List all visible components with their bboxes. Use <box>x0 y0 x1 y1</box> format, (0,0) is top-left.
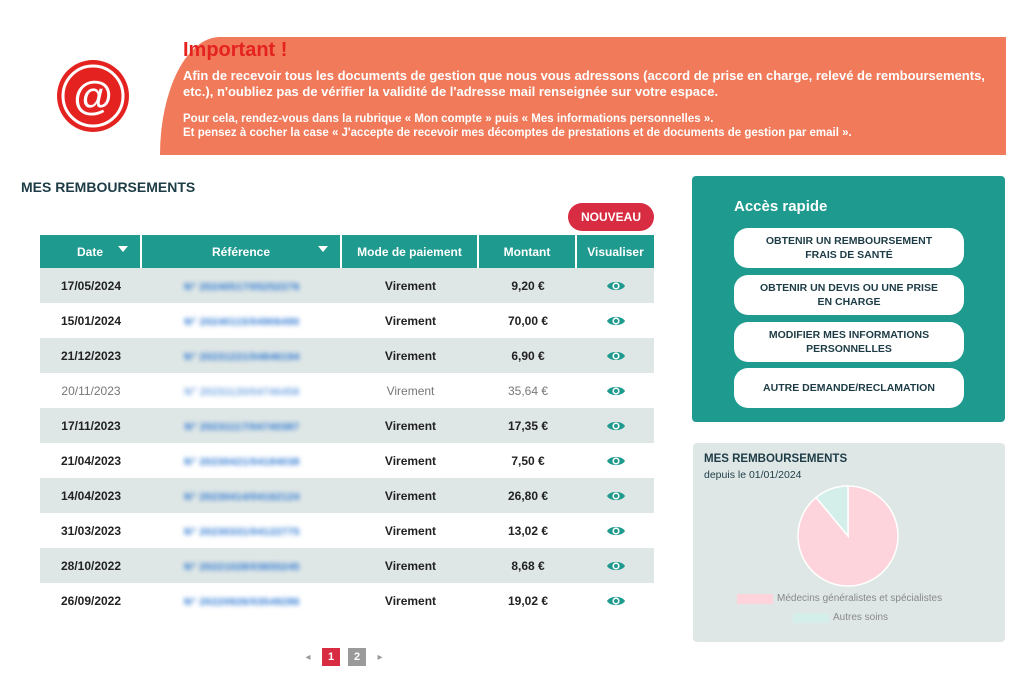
table-row <box>40 548 654 583</box>
table-row <box>40 373 654 408</box>
sort-caret-icon[interactable] <box>118 246 128 252</box>
row-reference <box>142 513 342 548</box>
legend-label: Médecins généralistes et spécialistes <box>777 593 943 604</box>
row-amount: 26,80 € <box>479 478 577 513</box>
row-view <box>577 338 654 373</box>
reference-link[interactable]: N° 20230331/04122775 <box>184 526 300 538</box>
table-row <box>40 408 654 443</box>
row-reference <box>142 548 342 583</box>
header-date[interactable]: Date <box>40 235 142 268</box>
row-view <box>577 583 654 618</box>
header-view: Visualiser <box>577 235 654 268</box>
table-row <box>40 583 654 618</box>
row-view <box>577 513 654 548</box>
row-date: 21/12/2023 <box>40 338 142 373</box>
quick-reimbursement-button[interactable]: OBTENIR UN REMBOURSEMENT FRAIS DE SANTÉ <box>734 228 964 268</box>
pagination <box>302 648 386 666</box>
legend-item-other-care[interactable] <box>793 612 888 623</box>
reimbursements-table <box>40 235 654 618</box>
banner-line-3: Et pensez à cocher la case « J'accepte de recevoir mes décomptes de prestations et de documents de gestion par email ». <box>183 127 852 139</box>
row-date: 26/09/2022 <box>60 593 122 608</box>
reimbursements-pie-chart <box>793 481 903 591</box>
page-1-button[interactable]: 1 <box>322 648 340 666</box>
table-row <box>40 268 654 303</box>
eye-icon[interactable] <box>606 279 626 293</box>
table-row <box>40 303 654 338</box>
reference-link[interactable]: N° 20221028/03655245 <box>184 561 300 573</box>
row-reference <box>142 408 342 443</box>
row-payment-mode: Virement <box>342 338 479 373</box>
row-amount: 8,68 € <box>479 548 577 583</box>
legend-item-doctors[interactable] <box>737 593 942 604</box>
row-date: 31/03/2023 <box>60 523 122 538</box>
row-date: 17/11/2023 <box>40 408 142 443</box>
legend-label: Autres soins <box>833 612 889 623</box>
table-row <box>40 478 654 513</box>
eye-icon[interactable] <box>606 454 626 468</box>
row-payment-mode: Virement <box>386 383 435 398</box>
row-view <box>577 408 654 443</box>
row-date: 15/01/2024 <box>60 313 122 328</box>
row-reference <box>142 583 342 618</box>
eye-icon[interactable] <box>606 489 626 503</box>
quick-access-panel <box>692 176 1005 422</box>
eye-icon[interactable] <box>606 384 626 398</box>
table-header-row <box>40 235 654 268</box>
reference-link[interactable]: N° 20231221/04846194 <box>184 351 300 363</box>
row-amount: 17,35 € <box>479 408 577 443</box>
eye-icon[interactable] <box>606 524 626 538</box>
row-payment-mode: Virement <box>384 593 437 608</box>
banner-text: Afin de recevoir tous les documents de gestion que nous vous adressons (accord de prise en charge, relevé de remboursements, etc.), n'oubliez pas de vérifier la validité de l'adresse mail renseignée sur votre espace. <box>183 68 985 99</box>
row-view <box>577 303 654 338</box>
table-row <box>40 443 654 478</box>
quick-access-title: Accès rapide <box>734 198 828 215</box>
row-view <box>577 443 654 478</box>
row-reference <box>142 478 342 513</box>
row-payment-mode: Virement <box>342 268 479 303</box>
row-payment-mode: Virement <box>384 313 437 328</box>
row-amount: 9,20 € <box>479 268 577 303</box>
row-amount: 70,00 € <box>507 313 549 328</box>
banner-title: Important ! <box>183 39 288 61</box>
eye-icon[interactable] <box>606 594 626 608</box>
row-date: 20/11/2023 <box>61 383 121 398</box>
row-view <box>577 548 654 583</box>
reference-link[interactable]: N° 20231117/04740387 <box>184 421 300 433</box>
row-payment-mode: Virement <box>384 523 437 538</box>
row-reference <box>142 268 342 303</box>
row-reference <box>142 443 342 478</box>
eye-icon[interactable] <box>606 419 626 433</box>
new-button[interactable]: NOUVEAU <box>568 203 654 231</box>
row-reference <box>142 303 342 338</box>
row-payment-mode: Virement <box>342 548 479 583</box>
quick-other-request-button[interactable]: AUTRE DEMANDE/RECLAMATION <box>734 368 964 408</box>
row-amount: 13,02 € <box>507 523 549 538</box>
reimbursements-summary-box <box>693 443 1005 642</box>
quick-modify-info-button[interactable]: MODIFIER MES INFORMATIONS PERSONNELLES <box>734 322 964 362</box>
quick-quote-button[interactable]: OBTENIR UN DEVIS OU UNE PRISE EN CHARGE <box>734 275 964 315</box>
prev-page-icon[interactable]: ◂ <box>305 651 311 663</box>
row-payment-mode: Virement <box>342 478 479 513</box>
eye-icon[interactable] <box>606 349 626 363</box>
row-date: 17/05/2024 <box>40 268 142 303</box>
reference-link[interactable]: N° 20231120/04746458 <box>184 386 300 398</box>
row-view <box>577 268 654 303</box>
banner-instructions <box>183 112 993 140</box>
table-row <box>40 338 654 373</box>
reference-link[interactable]: N° 20230421/04184038 <box>184 456 300 468</box>
row-reference <box>142 338 342 373</box>
reference-link[interactable]: N° 20240517/05252276 <box>184 281 300 293</box>
row-amount: 19,02 € <box>507 593 549 608</box>
eye-icon[interactable] <box>606 559 626 573</box>
row-view <box>577 373 654 408</box>
legend-swatch <box>737 594 773 604</box>
page-2-button[interactable]: 2 <box>348 648 366 666</box>
summary-title: MES REMBOURSEMENTS <box>704 453 848 465</box>
row-date: 21/04/2023 <box>60 453 122 468</box>
row-amount: 7,50 € <box>511 453 545 468</box>
sort-caret-icon[interactable] <box>318 246 328 252</box>
row-payment-mode: Virement <box>384 453 437 468</box>
row-date: 14/04/2023 <box>40 478 142 513</box>
svg-text:@: @ <box>73 74 113 118</box>
banner-line-2: Pour cela, rendez-vous dans la rubrique « Mon compte » puis « Mes informations personnelles ». <box>183 113 714 125</box>
row-date: 28/10/2022 <box>40 548 142 583</box>
row-reference <box>142 373 342 408</box>
row-amount: 6,90 € <box>479 338 577 373</box>
row-payment-mode: Virement <box>342 408 479 443</box>
header-amount: Montant <box>479 235 577 268</box>
table-row <box>40 513 654 548</box>
at-sign-icon <box>55 58 131 134</box>
section-title: MES REMBOURSEMENTS <box>21 179 196 195</box>
row-amount: 35,64 € <box>507 383 549 398</box>
reference-link[interactable]: N° 20220926/03549286 <box>184 596 300 608</box>
legend-swatch <box>793 613 829 623</box>
reference-link[interactable]: N° 20240115/04906490 <box>184 316 300 328</box>
header-reference[interactable]: Référence <box>142 235 342 268</box>
row-view <box>577 478 654 513</box>
summary-subtitle: depuis le 01/01/2024 <box>704 469 802 481</box>
reference-link[interactable]: N° 20230414/04162124 <box>184 491 300 503</box>
header-payment-mode: Mode de paiement <box>342 235 479 268</box>
eye-icon[interactable] <box>606 314 626 328</box>
next-page-icon[interactable]: ▸ <box>377 651 383 663</box>
